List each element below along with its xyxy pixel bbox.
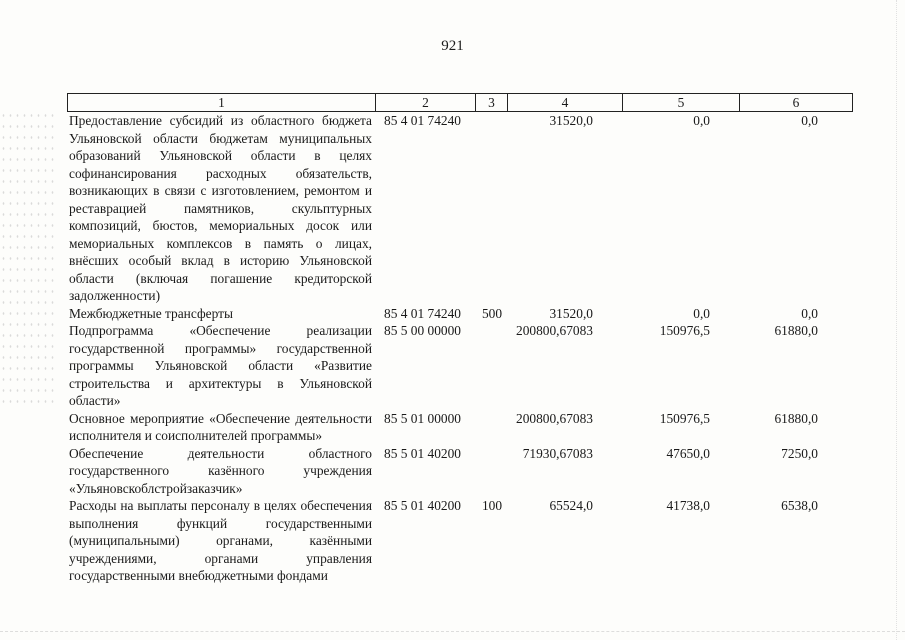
row-code: 85 4 01 74240: [384, 305, 461, 321]
scan-edge-bottom: [0, 631, 905, 640]
row-value-col4: 200800,67083: [516, 410, 593, 426]
scan-edge-right: [896, 0, 905, 640]
header-cell: 4: [508, 93, 623, 112]
row-expense-type: 500: [481, 305, 503, 321]
row-value-col4: 31520,0: [549, 113, 593, 128]
row-value-col4: 31520,0: [549, 305, 593, 321]
row-value-col4: 71930,67083: [522, 445, 593, 461]
row-name: Основное мероприятие «Обеспечение деятельности исполнителя и соисполнителей программы»: [69, 410, 372, 443]
row-value-col5: 0,0: [693, 113, 710, 128]
row-code: 85 5 01 40200: [384, 445, 461, 461]
row-value-col5: 150976,5: [659, 323, 710, 338]
row-code: 85 5 01 40200: [384, 498, 461, 513]
row-value-col5: 150976,5: [659, 410, 710, 426]
row-code: 85 4 01 74240: [384, 113, 461, 128]
row-name: Предоставление субсидий из областного бюджета Ульяновской области бюджетам муниципальных образований Ульяновской области в целях софинансирования расходных обязательств, возникающих в связи с изготовлением, ремонтом и реставрацией памятников, скульптурных композиций, бюстов, мемориальных досок или мемориальных комплексов в память о лицах, внёсших особый вклад в историю Ульяновской области (включая погашение кредиторской задолженности): [69, 113, 372, 303]
page-number: 921: [441, 38, 464, 54]
row-name: Подпрограмма «Обеспечение реализации государственной программы» государственной программы Ульяновской области «Развитие строительства и архитектуры в Ульяновской области»: [69, 323, 372, 408]
row-expense-type: [476, 112, 508, 305]
row-code: 85 5 00 00000: [384, 323, 461, 338]
row-value-col6: 0,0: [801, 113, 818, 128]
header-cell: 1: [67, 93, 376, 112]
row-name: Расходы на выплаты персоналу в целях обеспечения выполнения функций государственными (муниципальными) органами, казёнными учреждениями, органами управления государственными внебюджетными фондами: [69, 498, 372, 583]
row-value-col5: 0,0: [693, 305, 710, 321]
budget-table: [67, 93, 853, 585]
row-name: Обеспечение деятельности областного государственного казённого учреждения «Ульяновскоблстройзаказчик»: [69, 445, 372, 496]
row-value-col6: 6538,0: [781, 498, 818, 513]
row-value-col6: 0,0: [801, 305, 818, 321]
row-value-col6: 61880,0: [774, 410, 818, 426]
header-cell: 2: [376, 93, 476, 112]
row-code: 85 5 01 00000: [384, 410, 461, 426]
row-name: Межбюджетные трансферты: [69, 305, 233, 321]
row-expense-type: 100: [481, 498, 503, 513]
row-value-col6: 61880,0: [774, 323, 818, 338]
row-expense-type: [476, 410, 508, 445]
header-cell: 5: [623, 93, 740, 112]
scan-noise-left: [0, 110, 58, 410]
row-expense-type: [476, 445, 508, 498]
row-value-col5: 47650,0: [666, 445, 710, 461]
row-expense-type: [476, 322, 508, 410]
row-value-col4: 200800,67083: [516, 323, 593, 338]
row-value-col6: 7250,0: [781, 445, 818, 461]
header-cell: 3: [476, 93, 508, 112]
header-cell: 6: [740, 93, 853, 112]
row-value-col5: 41738,0: [666, 498, 710, 513]
row-value-col4: 65524,0: [549, 498, 593, 513]
